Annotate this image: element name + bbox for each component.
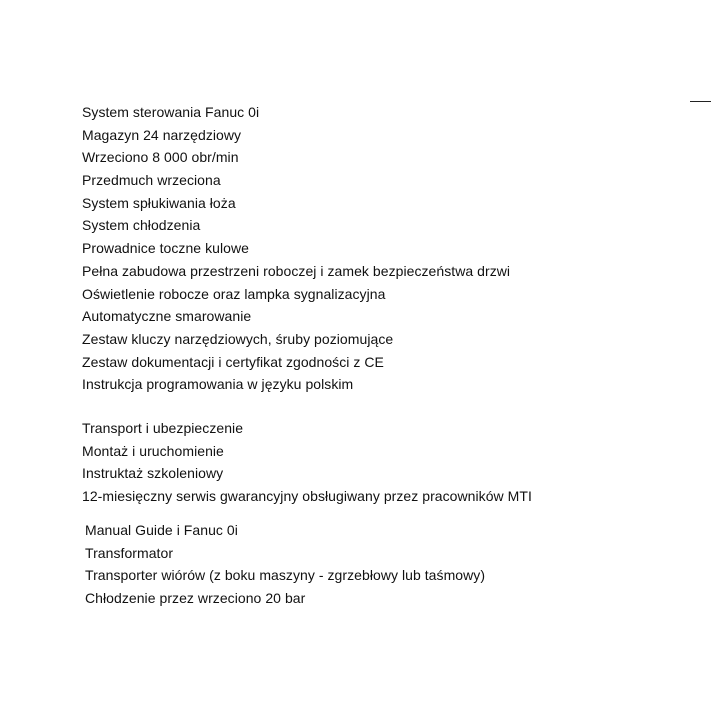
options-list	[85, 519, 485, 610]
list-item: Zestaw kluczy narzędziowych, śruby poziomujące	[82, 330, 394, 347]
list-item: Transformator	[85, 544, 174, 561]
list-item: Transport i ubezpieczenie	[82, 420, 244, 436]
services-list	[82, 417, 532, 508]
list-item: Pełna zabudowa przestrzeni roboczej i zamek bezpieczeństwa drzwi	[82, 262, 511, 279]
list-item: Wrzeciono 8 000 obr/min	[82, 149, 239, 166]
list-item: Przedmuch wrzeciona	[82, 172, 221, 189]
list-item: Instruktaż szkoleniowy	[82, 465, 224, 482]
list-item: Automatyczne smarowanie	[82, 308, 252, 325]
list-item: Montaż i uruchomienie	[82, 442, 224, 459]
list-item: Chłodzenie przez wrzeciono 20 bar	[85, 590, 306, 607]
list-item: Instrukcja programowania w języku polskim	[82, 376, 354, 393]
standard-features-list	[82, 101, 510, 396]
list-item: System spłukiwania łoża	[82, 194, 236, 211]
list-item: Oświetlenie robocze oraz lampka sygnalizacyjna	[82, 285, 386, 302]
list-item: 12-miesięczny serwis gwarancyjny obsługiwany przez pracowników MTI	[82, 488, 532, 505]
list-item: System sterowania Fanuc 0i	[82, 104, 260, 120]
list-item: Zestaw dokumentacji i certyfikat zgodności z CE	[82, 353, 384, 370]
list-item: Magazyn 24 narzędziowy	[82, 126, 242, 143]
list-item: Prowadnice toczne kulowe	[82, 240, 249, 257]
list-item: Manual Guide i Fanuc 0i	[85, 522, 238, 538]
list-item: Transporter wiórów (z boku maszyny - zgrzebłowy lub taśmowy)	[85, 567, 486, 584]
list-item: System chłodzenia	[82, 217, 201, 234]
horizontal-rule	[690, 101, 711, 102]
